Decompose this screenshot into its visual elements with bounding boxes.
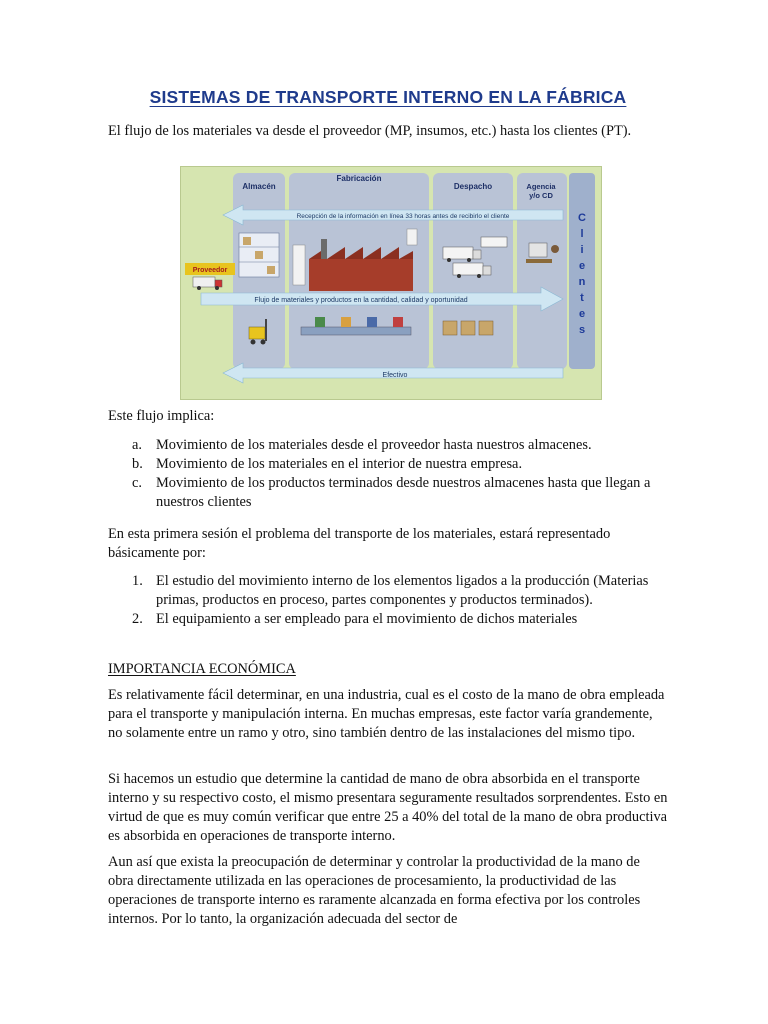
clientes-letter: l (580, 228, 584, 240)
list-item (108, 572, 668, 610)
agencia-label-line1: Agencia (526, 182, 556, 191)
clientes-letter: t (580, 292, 584, 304)
list-item (108, 610, 668, 629)
body-paragraph: Aun así que exista la preocupación de determinar y controlar la productividad de la mano de obra directamente utilizada en las operaciones de procesamiento, la productividad de las operaciones de transporte interno es raramente alcanzada en forma efectiva por los controles internos. Por lo tanto, la organización adecuada del sector de (108, 854, 641, 927)
section-heading: IMPORTANCIA ECONÓMICA (108, 661, 296, 677)
fabricacion-label: Fabricación (336, 174, 382, 183)
supplier-truck-icon (193, 277, 222, 290)
clientes-letter: C (578, 212, 586, 224)
list-item (108, 436, 668, 455)
list-item-text: Movimiento de los productos terminados desde nuestros almacenes hasta que llegan a nuestros clientes (156, 475, 651, 510)
flow-list (108, 436, 668, 512)
flow-diagram (181, 167, 601, 399)
list-item-text: El estudio del movimiento interno de los elementos ligados a la producción (Materias primas, productos en proceso, partes componentes y productos terminados). (156, 573, 649, 608)
list-item-text: Movimiento de los materiales desde el proveedor hasta nuestros almacenes. (156, 437, 592, 453)
despacho-label: Despacho (453, 182, 493, 191)
material-flow-label: Flujo de materiales y productos en la cantidad, calidad y oportunidad (254, 297, 468, 304)
clientes-letter: s (578, 324, 586, 336)
clientes-letter: e (578, 308, 586, 320)
list-marker: 1. (132, 573, 143, 589)
info-flow-label: Recepción de la información en línea 33 horas antes de recibirlo el cliente (296, 213, 510, 220)
agencia-zone (517, 173, 567, 369)
list-marker: 2. (132, 611, 143, 627)
agencia-label-line2: y/o CD (529, 191, 553, 200)
almacen-label: Almacén (242, 182, 276, 191)
warehouse-shelves-icon (239, 233, 279, 277)
flow-diagram-figure (180, 166, 602, 400)
clientes-letter: i (580, 244, 584, 256)
intro-paragraph: El flujo de los materiales va desde el proveedor (MP, insumos, etc.) hasta los clientes (PT). (108, 123, 632, 139)
body-paragraph: Es relativamente fácil determinar, en una industria, cual es el costo de la mano de obra empleada para el transporte y manipulación interna. En muchas empresas, este factor varía grandemente, no solamente entre un ramo y otro, sino también dentro de las instalaciones del mismo tipo. (108, 687, 665, 741)
list-item-text: Movimiento de los materiales en el interior de nuestra empresa. (156, 456, 523, 472)
page-title: SISTEMAS DE TRANSPORTE INTERNO EN LA FÁBRICA (149, 87, 627, 107)
list-item-text: El equipamiento a ser empleado para el movimiento de dichos materiales (156, 611, 578, 627)
packed-goods-icon (443, 321, 493, 335)
flow-intro: Este flujo implica: (108, 408, 215, 424)
body-paragraph: Si hacemos un estudio que determine la cantidad de mano de obra absorbida en el transporte interno y su respectivo costo, el mismo presentara seguramente resultados sorprendentes. Esto en virtud de que es muy común verificar que entre 25 a 40% del total de la mano de obra productiva es absorbida en operaciones de transporte interno. (108, 771, 668, 844)
session-intro: En esta primera sesión el problema del transporte de los materiales, estará representado básicamente por: (108, 526, 611, 561)
list-item (108, 474, 668, 512)
clientes-letter: e (578, 260, 586, 272)
proveedor-label: Proveedor (192, 267, 228, 274)
list-marker: c. (132, 475, 142, 491)
clientes-letter: n (578, 276, 586, 288)
cash-flow-label: Efectivo (382, 372, 408, 379)
session-list (108, 572, 668, 629)
list-item (108, 455, 668, 474)
list-marker: b. (132, 456, 143, 472)
list-marker: a. (132, 437, 142, 453)
